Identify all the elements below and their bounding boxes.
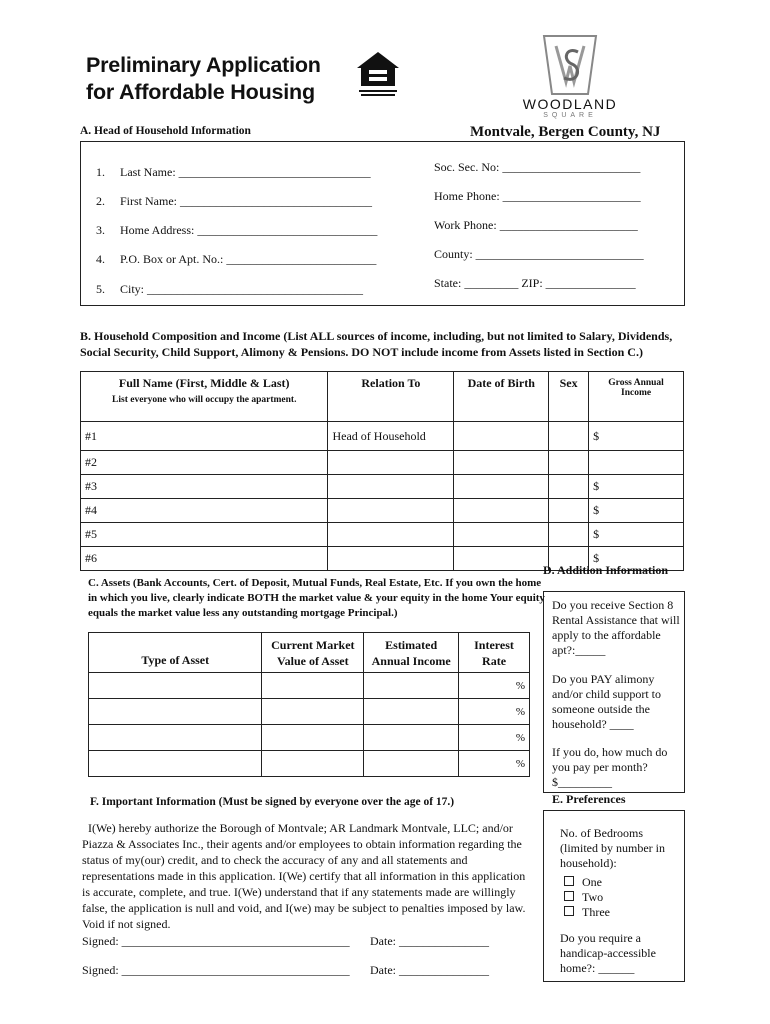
- estimated-income-cell[interactable]: [364, 751, 459, 777]
- interest-rate-cell[interactable]: %: [459, 751, 530, 777]
- home-phone-field[interactable]: Home Phone: _______________________: [434, 189, 641, 203]
- table-row: [89, 751, 530, 777]
- section-f-title: F. Important Information (Must be signed by everyone over the age of 17.): [90, 796, 455, 808]
- asset-type-cell[interactable]: [89, 699, 262, 725]
- option-label: One: [582, 875, 602, 889]
- sex-cell[interactable]: [549, 451, 589, 475]
- dob-cell[interactable]: [454, 422, 549, 451]
- dob-cell[interactable]: [454, 499, 549, 523]
- table-row: [81, 499, 684, 523]
- field-number: 3.: [96, 223, 105, 237]
- estimated-income-line-2: Annual Income: [371, 653, 451, 668]
- interest-rate-cell[interactable]: %: [459, 725, 530, 751]
- market-value-line-1: Current Market: [271, 637, 355, 652]
- interest-rate-line-1: Interest: [474, 637, 514, 652]
- estimated-income-line-1: Estimated: [385, 637, 438, 652]
- date-line-1[interactable]: Date: _______________: [370, 934, 489, 948]
- market-value-cell[interactable]: [262, 751, 364, 777]
- signature-line-2[interactable]: Signed: ______________________________________: [82, 963, 350, 977]
- location-heading: Montvale, Bergen County, NJ: [470, 124, 661, 140]
- date-line-2[interactable]: Date: _______________: [370, 963, 489, 977]
- field-label: P.O. Box or Apt. No.: _________________________: [120, 252, 377, 266]
- logo-subtitle: SQUARE: [543, 112, 597, 119]
- field-label: Home Address: ______________________________: [120, 223, 378, 237]
- interest-rate-line-2: Rate: [482, 653, 507, 668]
- dob-cell[interactable]: [454, 523, 549, 547]
- field-number: 4.: [96, 252, 105, 266]
- market-value-header: [262, 633, 364, 673]
- alimony-amount-label: If you do, how much do you pay per month?: [552, 745, 668, 774]
- asset-type-cell[interactable]: [89, 673, 262, 699]
- relation-cell[interactable]: Head of Household: [328, 422, 454, 451]
- city-field[interactable]: [96, 282, 363, 297]
- assets-table: [88, 632, 530, 777]
- title-line-1: Preliminary Application: [86, 53, 321, 77]
- relation-cell[interactable]: [328, 475, 454, 499]
- income-cell[interactable]: $: [589, 547, 684, 571]
- option-label: Two: [582, 890, 604, 904]
- relation-cell[interactable]: [328, 499, 454, 523]
- interest-rate-cell[interactable]: %: [459, 699, 530, 725]
- county-field[interactable]: County: ____________________________: [434, 247, 644, 261]
- checkbox-icon[interactable]: [564, 876, 574, 886]
- section-c-title: C. Assets (Bank Accounts, Cert. of Deposit, Mutual Funds, Real Estate, Etc. If you own the home in which you live, clearly indicate BOTH the market value & your equity in the home Your equity equals the market value less any outstanding mortgage Principal.): [88, 577, 545, 619]
- interest-rate-header: [459, 633, 530, 673]
- member-name-cell[interactable]: #6: [81, 547, 328, 571]
- section-e-title: E. Preferences: [552, 792, 626, 806]
- table-row: [89, 725, 530, 751]
- dob-cell[interactable]: [454, 547, 549, 571]
- income-cell[interactable]: $: [589, 422, 684, 451]
- dob-header: Date of Birth: [454, 372, 549, 422]
- po-box-field[interactable]: [96, 252, 376, 267]
- assets-header-row: [89, 633, 530, 673]
- alimony-amount-question[interactable]: [552, 745, 680, 790]
- signature-line-1[interactable]: Signed: ______________________________________: [82, 934, 350, 948]
- table-row: [81, 451, 684, 475]
- estimated-income-cell[interactable]: [364, 725, 459, 751]
- section-a-title: A. Head of Household Information: [80, 125, 251, 137]
- table-row: [81, 523, 684, 547]
- preferences-box: [543, 810, 685, 982]
- home-address-field[interactable]: [96, 223, 377, 238]
- field-label: City: ____________________________________: [120, 282, 364, 296]
- checkbox-icon[interactable]: [564, 906, 574, 916]
- estimated-income-cell[interactable]: [364, 673, 459, 699]
- equal-housing-logo-icon: [355, 50, 401, 100]
- sex-cell[interactable]: [549, 499, 589, 523]
- member-name-cell[interactable]: #1: [81, 422, 328, 451]
- work-phone-field[interactable]: Work Phone: _______________________: [434, 218, 638, 232]
- field-label: Last Name: ________________________________: [120, 165, 371, 179]
- page-title: [86, 52, 321, 106]
- sex-cell[interactable]: [549, 422, 589, 451]
- alimony-amount-blank: $_________: [552, 775, 612, 789]
- checkbox-icon[interactable]: [564, 891, 574, 901]
- logo-name: WOODLAND: [522, 96, 618, 112]
- sex-cell[interactable]: [549, 523, 589, 547]
- ssn-field[interactable]: Soc. Sec. No: _______________________: [434, 160, 641, 174]
- household-table: [80, 371, 684, 571]
- income-cell[interactable]: $: [589, 499, 684, 523]
- full-name-header: [81, 372, 328, 422]
- estimated-income-cell[interactable]: [364, 699, 459, 725]
- relation-cell[interactable]: [328, 547, 454, 571]
- market-value-cell[interactable]: [262, 725, 364, 751]
- relation-header: Relation To: [328, 372, 454, 422]
- interest-rate-cell[interactable]: %: [459, 673, 530, 699]
- section-d-title: D. Addition Information: [543, 563, 669, 577]
- income-header: Gross Annual Income: [589, 372, 684, 422]
- household-header-row: [81, 372, 684, 422]
- table-row: [81, 475, 684, 499]
- dob-cell[interactable]: [454, 475, 549, 499]
- first-name-field[interactable]: [96, 194, 372, 209]
- full-name-label: Full Name (First, Middle & Last): [118, 376, 290, 390]
- market-value-cell[interactable]: [262, 699, 364, 725]
- handicap-question[interactable]: Do you require a handicap-accessible home?: ______: [560, 931, 656, 975]
- field-number: 5.: [96, 282, 105, 296]
- option-label: Three: [582, 905, 610, 919]
- authorization-paragraph: I(We) hereby authorize the Borough of Montvale; AR Landmark Montvale, LLC; and/or Piazza & Associates Inc., their agents and/or employees to obtain information regarding the status of my(our) credit, and to check the accuracy of any and all statements and representations made in this application. I(We) certify that all information in this application is accurate, complete, and true. I(We) understand that if any statements made are willingly false, the application is null and void, and I(we) may be subject to penalties imposed by law. Void if not signed.: [82, 821, 526, 931]
- field-number: 2.: [96, 194, 105, 208]
- estimated-income-header: [364, 633, 459, 673]
- asset-type-header: Type of Asset: [89, 633, 262, 673]
- dob-cell[interactable]: [454, 451, 549, 475]
- field-number: 1.: [96, 165, 105, 179]
- table-row: [81, 422, 684, 451]
- full-name-sublabel: List everyone who will occupy the apartment.: [112, 395, 297, 405]
- income-cell[interactable]: $: [589, 523, 684, 547]
- relation-cell[interactable]: [328, 451, 454, 475]
- market-value-cell[interactable]: [262, 673, 364, 699]
- state-zip-field[interactable]: State: _________ ZIP: _______________: [434, 276, 636, 290]
- bedroom-option-one[interactable]: [564, 875, 602, 890]
- member-name-cell[interactable]: #2: [81, 451, 328, 475]
- member-name-cell[interactable]: #5: [81, 523, 328, 547]
- last-name-field[interactable]: [96, 165, 371, 180]
- sex-header: Sex: [549, 372, 589, 422]
- alimony-question[interactable]: Do you PAY alimony and/or child support to someone outside the household? ____: [552, 672, 661, 731]
- bedroom-option-three[interactable]: [564, 905, 610, 920]
- additional-info-box: [543, 591, 685, 793]
- relation-cell[interactable]: [328, 523, 454, 547]
- asset-type-cell[interactable]: [89, 751, 262, 777]
- member-name-cell[interactable]: #3: [81, 475, 328, 499]
- title-line-2: for Affordable Housing: [86, 80, 315, 104]
- field-label: First Name: ________________________________: [120, 194, 372, 208]
- sex-cell[interactable]: [549, 475, 589, 499]
- member-name-cell[interactable]: #4: [81, 499, 328, 523]
- bedrooms-label: No. of Bedrooms (limited by number in household):: [560, 826, 665, 870]
- table-row: [89, 699, 530, 725]
- section8-question[interactable]: Do you receive Section 8 Rental Assistance that will apply to the affordable apt?:_____: [552, 598, 680, 657]
- income-cell[interactable]: [589, 451, 684, 475]
- asset-type-cell[interactable]: [89, 725, 262, 751]
- income-cell[interactable]: $: [589, 475, 684, 499]
- bedroom-option-two[interactable]: [564, 890, 603, 905]
- market-value-line-2: Value of Asset: [277, 653, 349, 668]
- table-row: [89, 673, 530, 699]
- section-b-title: B. Household Composition and Income (List ALL sources of income, including, but not limited to Salary, Dividends, Social Security, Child Support, Alimony & Pensions. DO NOT include income from Assets listed in Section C.): [80, 329, 673, 359]
